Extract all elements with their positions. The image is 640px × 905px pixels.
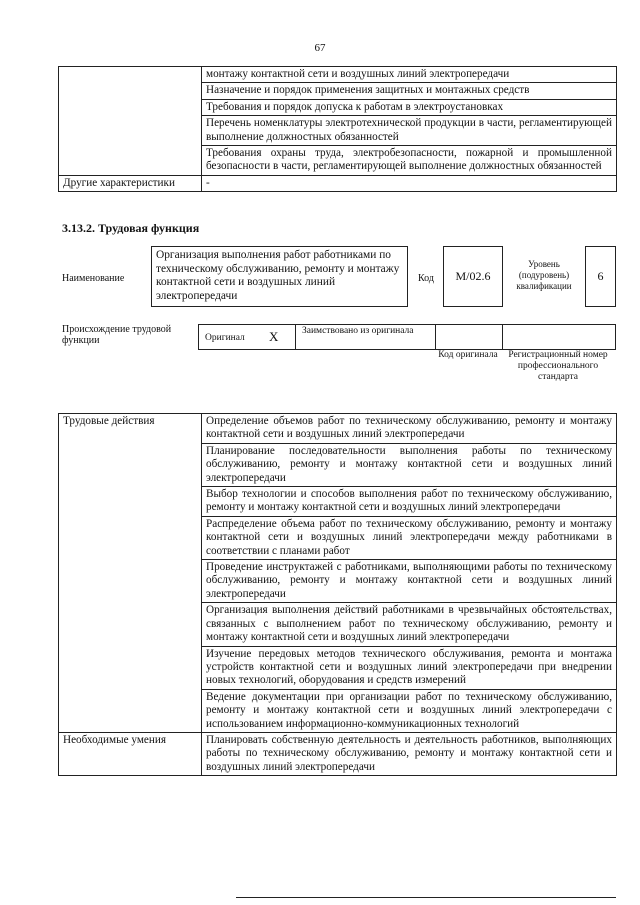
original-mark: X <box>269 329 279 344</box>
divider <box>295 325 296 349</box>
table-row <box>59 175 617 191</box>
table-row <box>59 732 617 775</box>
knowledge-table <box>58 66 617 192</box>
action-item: Выбор технологии и способов выполнения работ по техническому обслуживанию, ремонту и монтажу контактной сети и воздушных линий электропередачи <box>202 487 617 517</box>
code-label: Код <box>418 273 434 284</box>
action-item: Проведение инструктажей с работниками, выполняющими работы по техническому обслуживанию, ремонту и монтажу контактной сети и воздушных линий электропередачи <box>202 560 617 603</box>
table-cell-text: Требования и порядок допуска к работам в электроустановках <box>202 99 617 115</box>
table-cell-text: Назначение и порядок применения защитных и монтажных средств <box>202 83 617 99</box>
divider <box>435 325 436 349</box>
level-value: 6 <box>597 269 604 283</box>
action-item: Определение объемов работ по техническому обслуживанию, ремонту и монтажу контактной сети и воздушных линий электропередачи <box>202 414 617 444</box>
table-row <box>59 67 617 83</box>
origin-row <box>198 324 616 350</box>
divider <box>502 325 503 349</box>
borrowed-label: Заимствовано из оригинала <box>302 326 414 336</box>
function-name-box <box>151 246 408 307</box>
name-label: Наименование <box>62 273 125 284</box>
bottom-rule <box>236 897 616 898</box>
table-cell-text: Перечень номенклатуры электротехнической продукции в части, регламентирующей выполнение должностных обязанностей <box>202 116 617 146</box>
skill-item: Планировать собственную деятельность и деятельность работников, выполняющих работы по техническому обслуживанию, ремонту и монтажу контактной сети и воздушных линий электропередачи <box>202 732 617 775</box>
action-item: Ведение документации при организации работ по техническому обслуживанию, ремонту и монтажу контактной сети и воздушных линий электропередачи с использованием информационно-коммуникационных технологий <box>202 689 617 732</box>
table-row <box>59 414 617 444</box>
table-cell-label <box>59 67 202 176</box>
skills-label: Необходимые умения <box>59 732 202 775</box>
action-item: Планирование последовательности выполнения работы по техническому обслуживанию, ремонту и монтажу контактной сети и воздушных линий электропередачи <box>202 443 617 486</box>
code-caption: Код оригинала <box>438 350 498 360</box>
page-number: 67 <box>314 42 326 54</box>
other-characteristics-label: Другие характеристики <box>59 175 202 191</box>
function-name: Организация выполнения работ работниками по техническому обслуживанию, ремонту и монтажу контактной сети и воздушных линий электропередачи <box>156 249 400 302</box>
table-cell-text: - <box>202 175 617 191</box>
action-item: Распределение объема работ по техническому обслуживанию, ремонту и монтажу контактной сети и воздушных линий электропередачи между работниками в соответствии с планами работ <box>202 516 617 559</box>
code-value: M/02.6 <box>455 269 491 283</box>
section-title: 3.13.2. Трудовая функция <box>62 221 200 235</box>
actions-label: Трудовые действия <box>59 414 202 733</box>
table-cell-text: монтажу контактной сети и воздушных линий электропередачи <box>202 67 617 83</box>
original-label: Оригинал <box>205 333 245 343</box>
action-item: Организация выполнения действий работниками в чрезвычайных обстоятельствах, связанных с выполнением работ по техническому обслуживанию, ремонту и монтажу контактной сети и воздушных линий электропередачи <box>202 603 617 646</box>
reg-caption: Регистрационный номер профессионального стандарта <box>508 350 608 382</box>
code-box <box>443 246 503 307</box>
origin-label: Происхождение трудовой функции <box>62 324 172 346</box>
level-box <box>585 246 616 307</box>
actions-table <box>58 413 617 776</box>
table-cell-text: Требования охраны труда, электробезопасности, пожарной и промышленной безопасности в части, регламентирующей выполнение должностных обязанностей <box>202 146 617 176</box>
action-item: Изучение передовых методов технического обслуживания, ремонта и монтажа устройств контактной сети и воздушных линий электропередачи при внедрении новых технологий, оборудования и средств измерений <box>202 646 617 689</box>
level-label: Уровень (подуровень) квалификации <box>516 259 572 291</box>
